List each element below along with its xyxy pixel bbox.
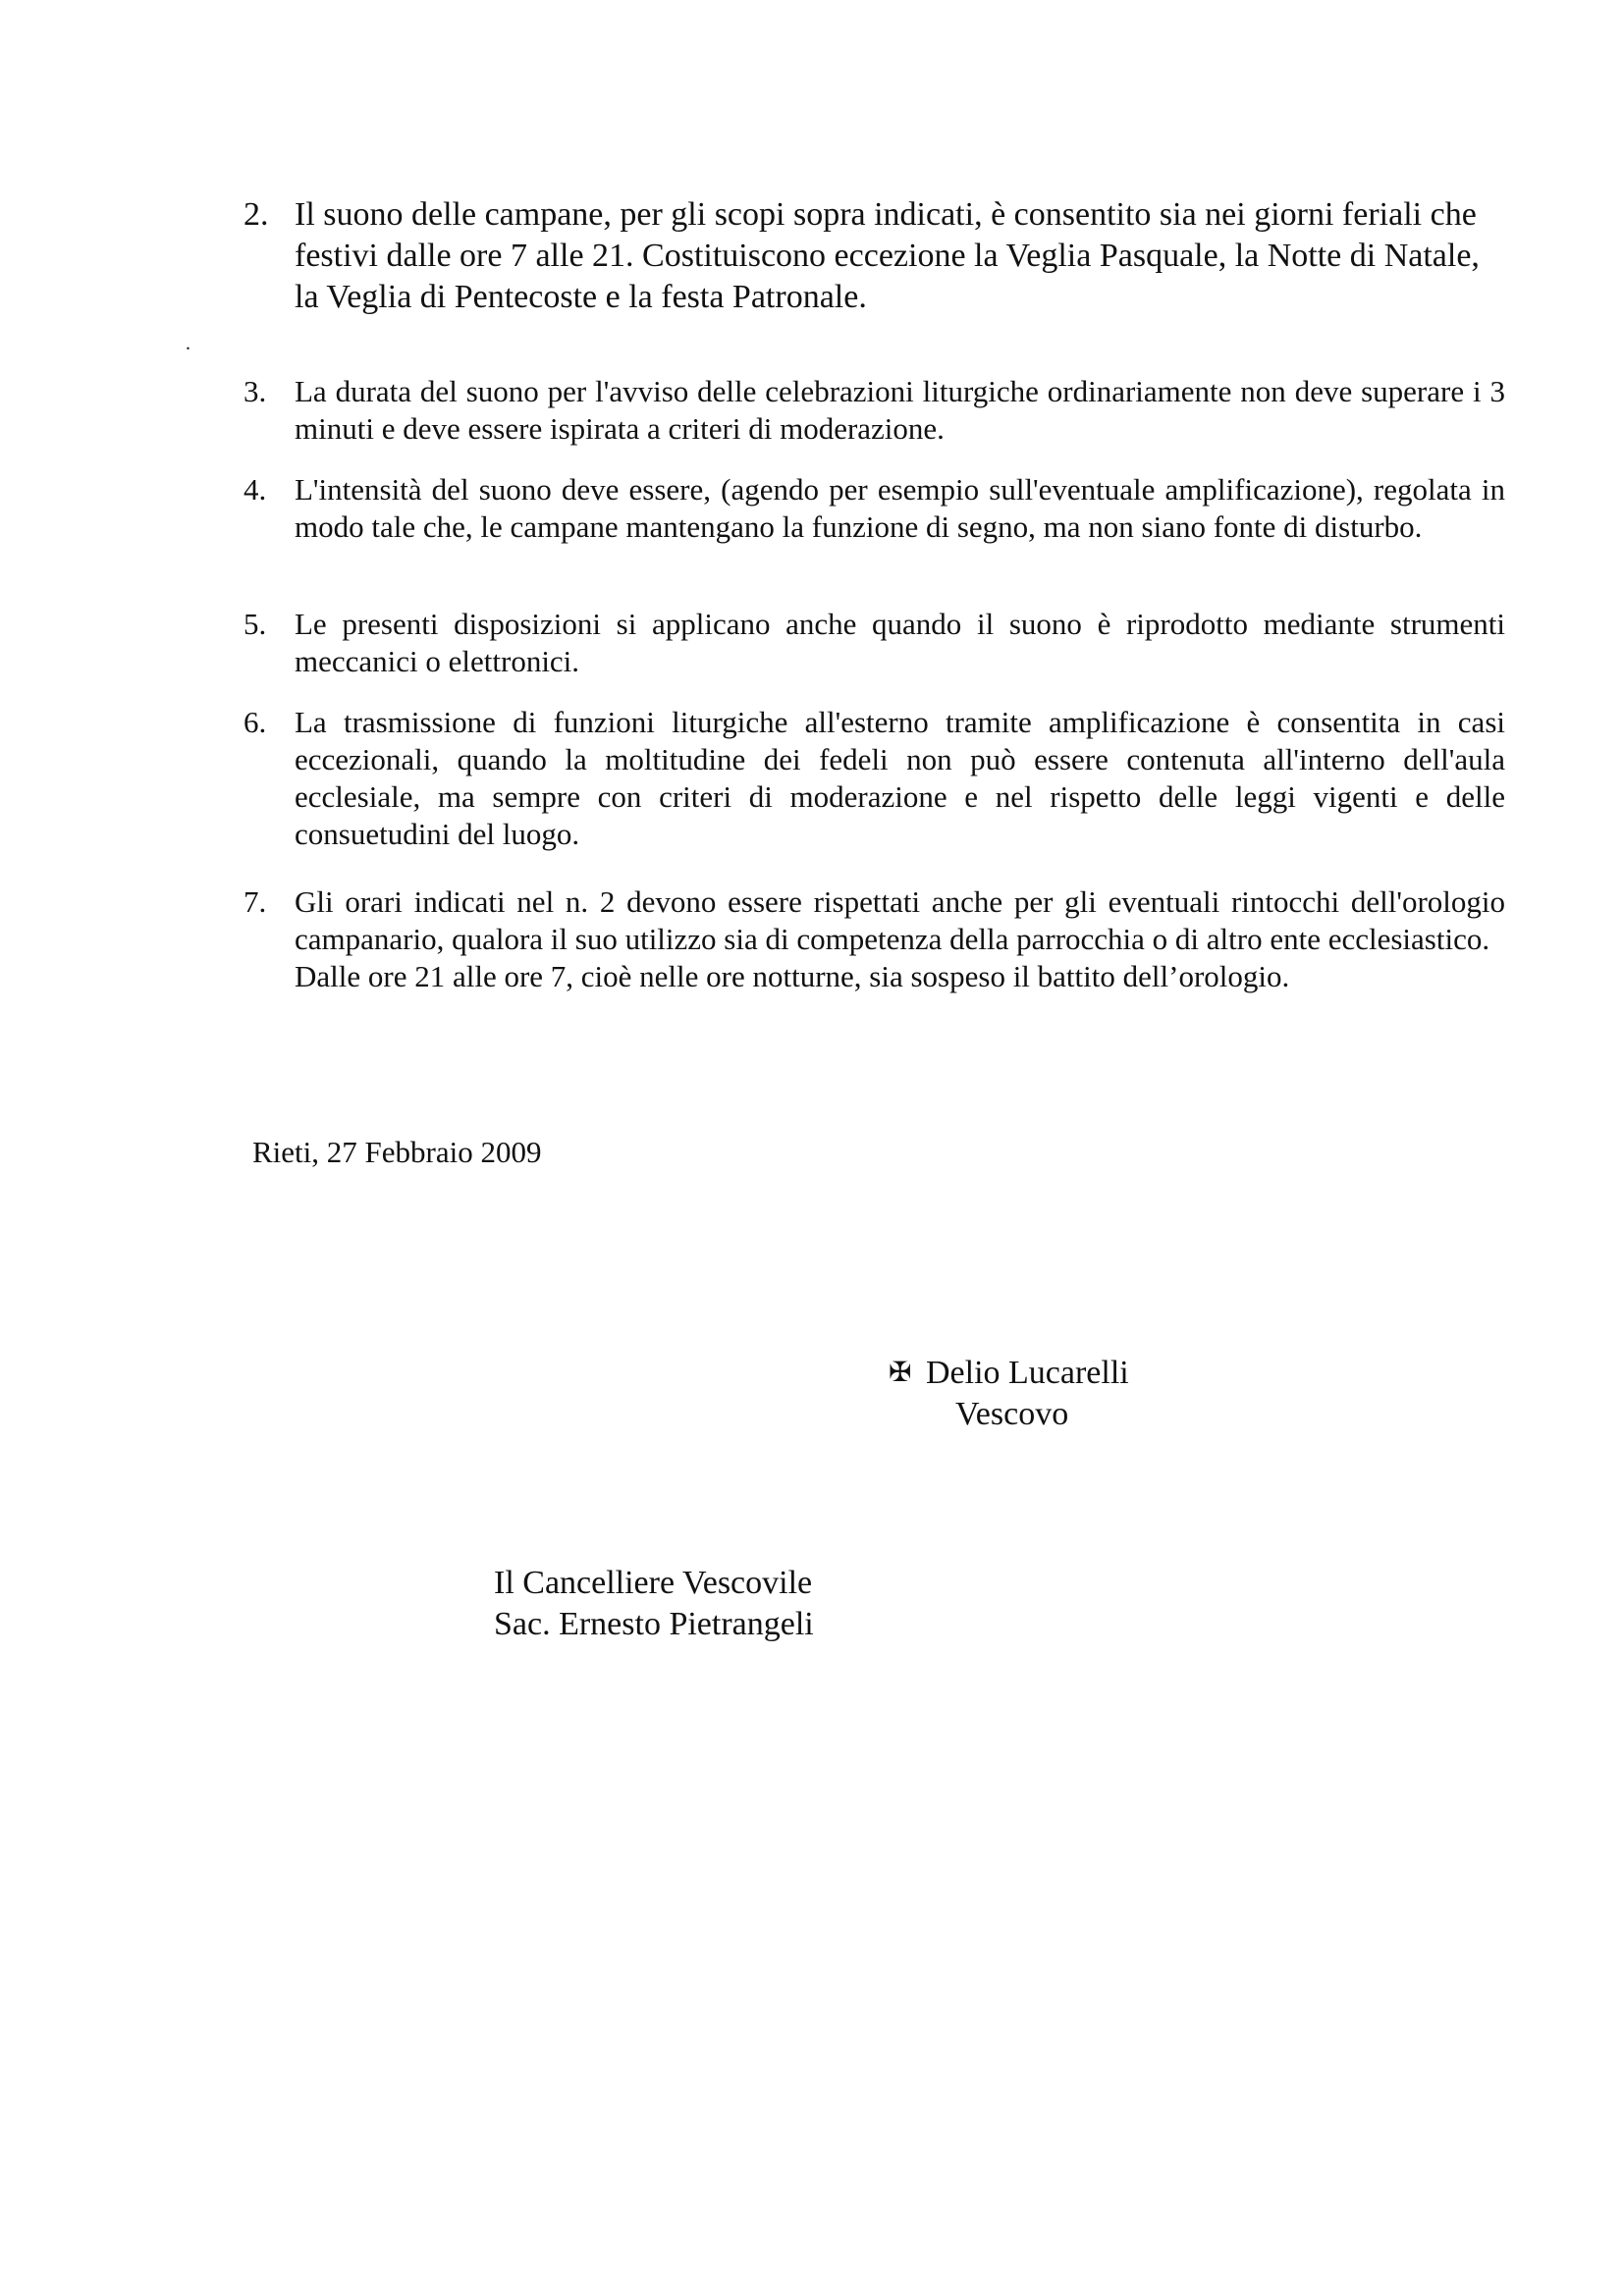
bishop-signature-block — [889, 1353, 1129, 1435]
bishop-title: Vescovo — [955, 1396, 1069, 1432]
chancellor-title: Il Cancelliere Vescovile — [494, 1565, 813, 1601]
document-date: Rieti, 27 Febbraio 2009 — [252, 1135, 542, 1169]
item-text: La trasmissione di funzioni liturgiche all'esterno tramite amplificazione è consentita in casi eccezionali, quando la moltitudine dei fedeli non può essere contenuta all'interno dell'aula ecclesiale, ma sempre con criteri di moderazione e nel rispetto delle leggi vigenti e delle consuetudini del luogo. — [295, 705, 1505, 851]
item-text — [295, 883, 1505, 995]
list-item-2 — [243, 194, 1505, 318]
list-item-4 — [243, 471, 1505, 546]
bishop-name-line — [889, 1353, 1129, 1394]
list-item-7 — [243, 883, 1505, 995]
list-item-3 — [243, 373, 1505, 448]
item-text: L'intensità del suono deve essere, (agendo per esempio sull'eventuale amplificazione), regolata in modo tale che, le campane mantengano la funzione di segno, ma non siano fonte di disturbo. — [295, 472, 1505, 544]
cross-icon: ✠ — [889, 1358, 912, 1388]
item-number: 3. — [243, 374, 267, 408]
item-text: La durata del suono per l'avviso delle celebrazioni liturgiche ordinariamente non deve superare i 3 minuti e deve essere ispirata a criteri di moderazione. — [295, 374, 1505, 446]
item-text: Le presenti disposizioni si applicano anche quando il suono è riprodotto mediante strumenti meccanici o elettronici. — [295, 607, 1505, 678]
chancellor-name: Sac. Ernesto Pietrangeli — [494, 1606, 814, 1642]
bishop-name: Delio Lucarelli — [926, 1355, 1129, 1391]
item-number: 2. — [243, 196, 269, 233]
chancellor-signature-block — [494, 1563, 814, 1645]
item-text-extra: Dalle ore 21 alle ore 7, cioè nelle ore notturne, sia sospeso il battito dell’orologio. — [295, 959, 1290, 993]
item-number: 4. — [243, 472, 267, 507]
item-text: Il suono delle campane, per gli scopi sopra indicati, è consentito sia nei giorni feriali che festivi dalle ore 7 alle 21. Costituiscono eccezione la Veglia Pasquale, la Notte di Natale, la Veglia di Pentecoste e la festa Patronale. — [295, 196, 1480, 315]
list-item-5 — [243, 606, 1505, 680]
item-text-main: Gli orari indicati nel n. 2 devono essere rispettati anche per gli eventuali rintocchi dell'orologio campanario, qualora il suo utilizzo sia di competenza della parrocchia o di altro ente ecclesiastico. — [295, 884, 1505, 956]
item-number: 6. — [243, 705, 267, 739]
list-item-6 — [243, 704, 1505, 853]
item-number: 7. — [243, 884, 267, 919]
stray-mark: . — [186, 333, 190, 354]
item-number: 5. — [243, 607, 267, 641]
